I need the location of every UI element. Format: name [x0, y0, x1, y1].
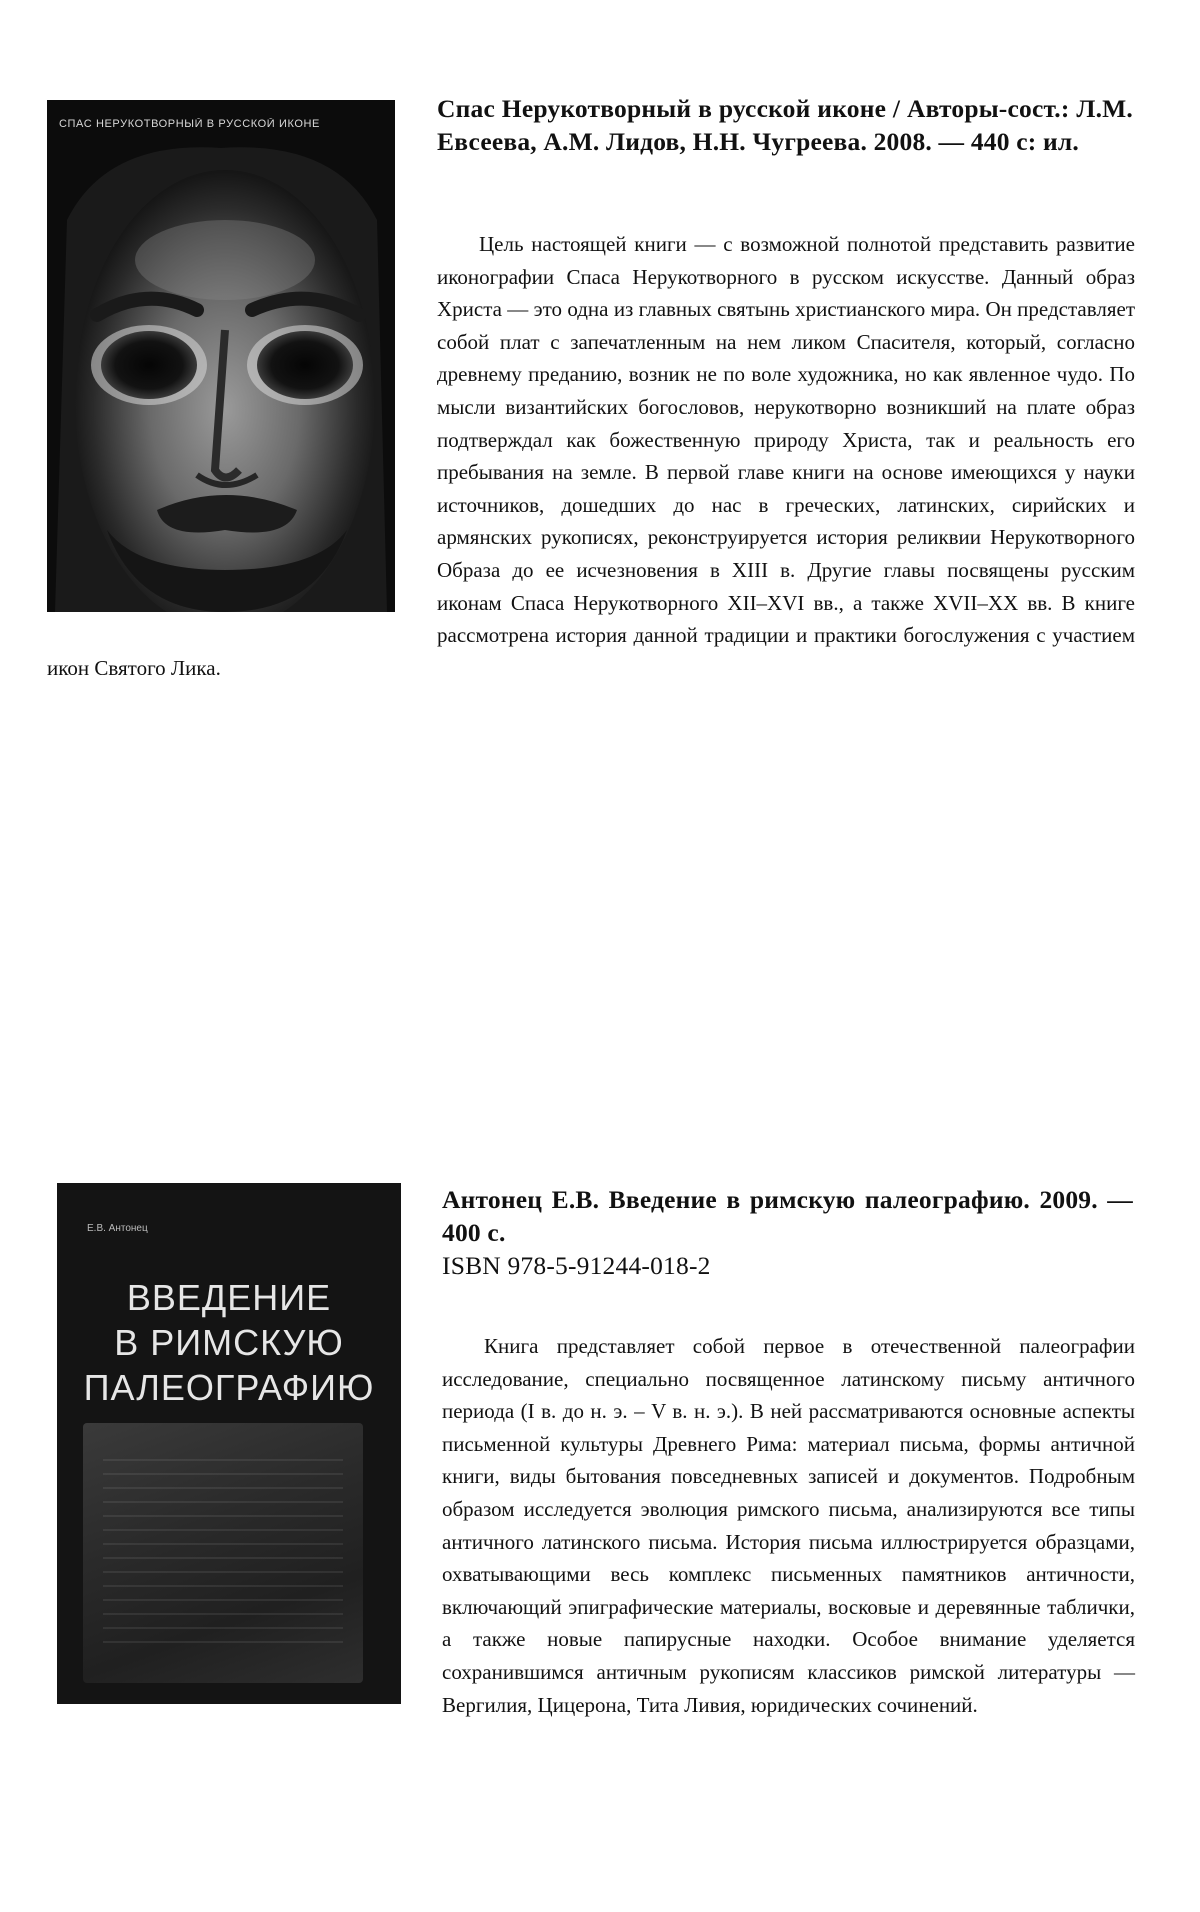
cover-author-text: Е.В. Антонец: [87, 1223, 148, 1234]
description-paragraph: Книга представляет собой первое в отечественной палеографии исследование, специально посвященное латинскому письму античного периода (I в. до н. э. – V в. н. э.). В ней рассматриваются основные аспекты письменной культуры Древнего Рима: материал письма, формы античной книги, виды бытования повседневных записей и документов. Подробным образом исследуется эволюция римского письма, анализируются все типы античного латинского письма. История письма иллюстрируется образцами, охватывающими весь комплекс письменных памятников античности, включающий эпиграфические материалы, восковые и деревянные таблички, а также новые папирусные находки. Особое внимание уделяется сохранившимся античным рукописям классиков римской литературы — Вергилия, Цицерона, Тита Ливия, юридических сочинений.: [442, 1334, 1135, 1717]
cover-title-line: В РИМСКУЮ: [114, 1322, 344, 1363]
cover-title-line: ВВЕДЕНИЕ: [126, 1277, 332, 1318]
cover-title-line: ПАЛЕОГРАФИЮ: [83, 1367, 375, 1408]
entry-heading: [437, 92, 1133, 158]
entry-description: [47, 228, 1135, 684]
book-title-line: Антонец Е.В. Введение в римскую палеографию. 2009. — 400 с.: [442, 1185, 1133, 1247]
description-paragraph: Цель настоящей книги — с возможной полнотой представить развитие иконографии Спаса Нерукотворного в русском искусстве. Данный образ Христа — это одна из главных святынь христианского мира. Он представляет собой плат с запечатленным на нем ликом Спасителя, который, согласно древнему преданию, возник не по воле художника, но как явленное чудо. По мысли византийских богословов, нерукотворно возникший на плате образ подтверждал как божественную природу Христа, так и реальность его пребывания на земле. В первой главе книги на основе имеющихся у науки источников, дошедших до нас в греческих, латинских, сирийских и армянских рукописях, реконструируется история реликвии Нерукотворного Образа до ее исчезновения в XIII в. Другие главы посвящены русским иконам Спаса Нерукотворного XII–XVI вв., а также XVII–XX вв. В книге рассмотрена история данной традиции и практики богослужения с участием икон Святого Лика.: [47, 232, 1135, 680]
book-title-line: Спас Нерукотворный в русской иконе / Авторы-сост.: Л.М. Евсеева, А.М. Лидов, Н.Н. Чугреева. 2008. — 440 с: ил.: [437, 94, 1133, 156]
isbn-number: ISBN 978-5-91244-018-2: [442, 1251, 711, 1280]
entry-heading: [442, 1183, 1133, 1282]
cover-title-text: СПАС НЕРУКОТВОРНЫЙ В РУССКОЙ ИКОНЕ: [59, 118, 320, 130]
entry-description: [57, 1330, 1135, 1721]
